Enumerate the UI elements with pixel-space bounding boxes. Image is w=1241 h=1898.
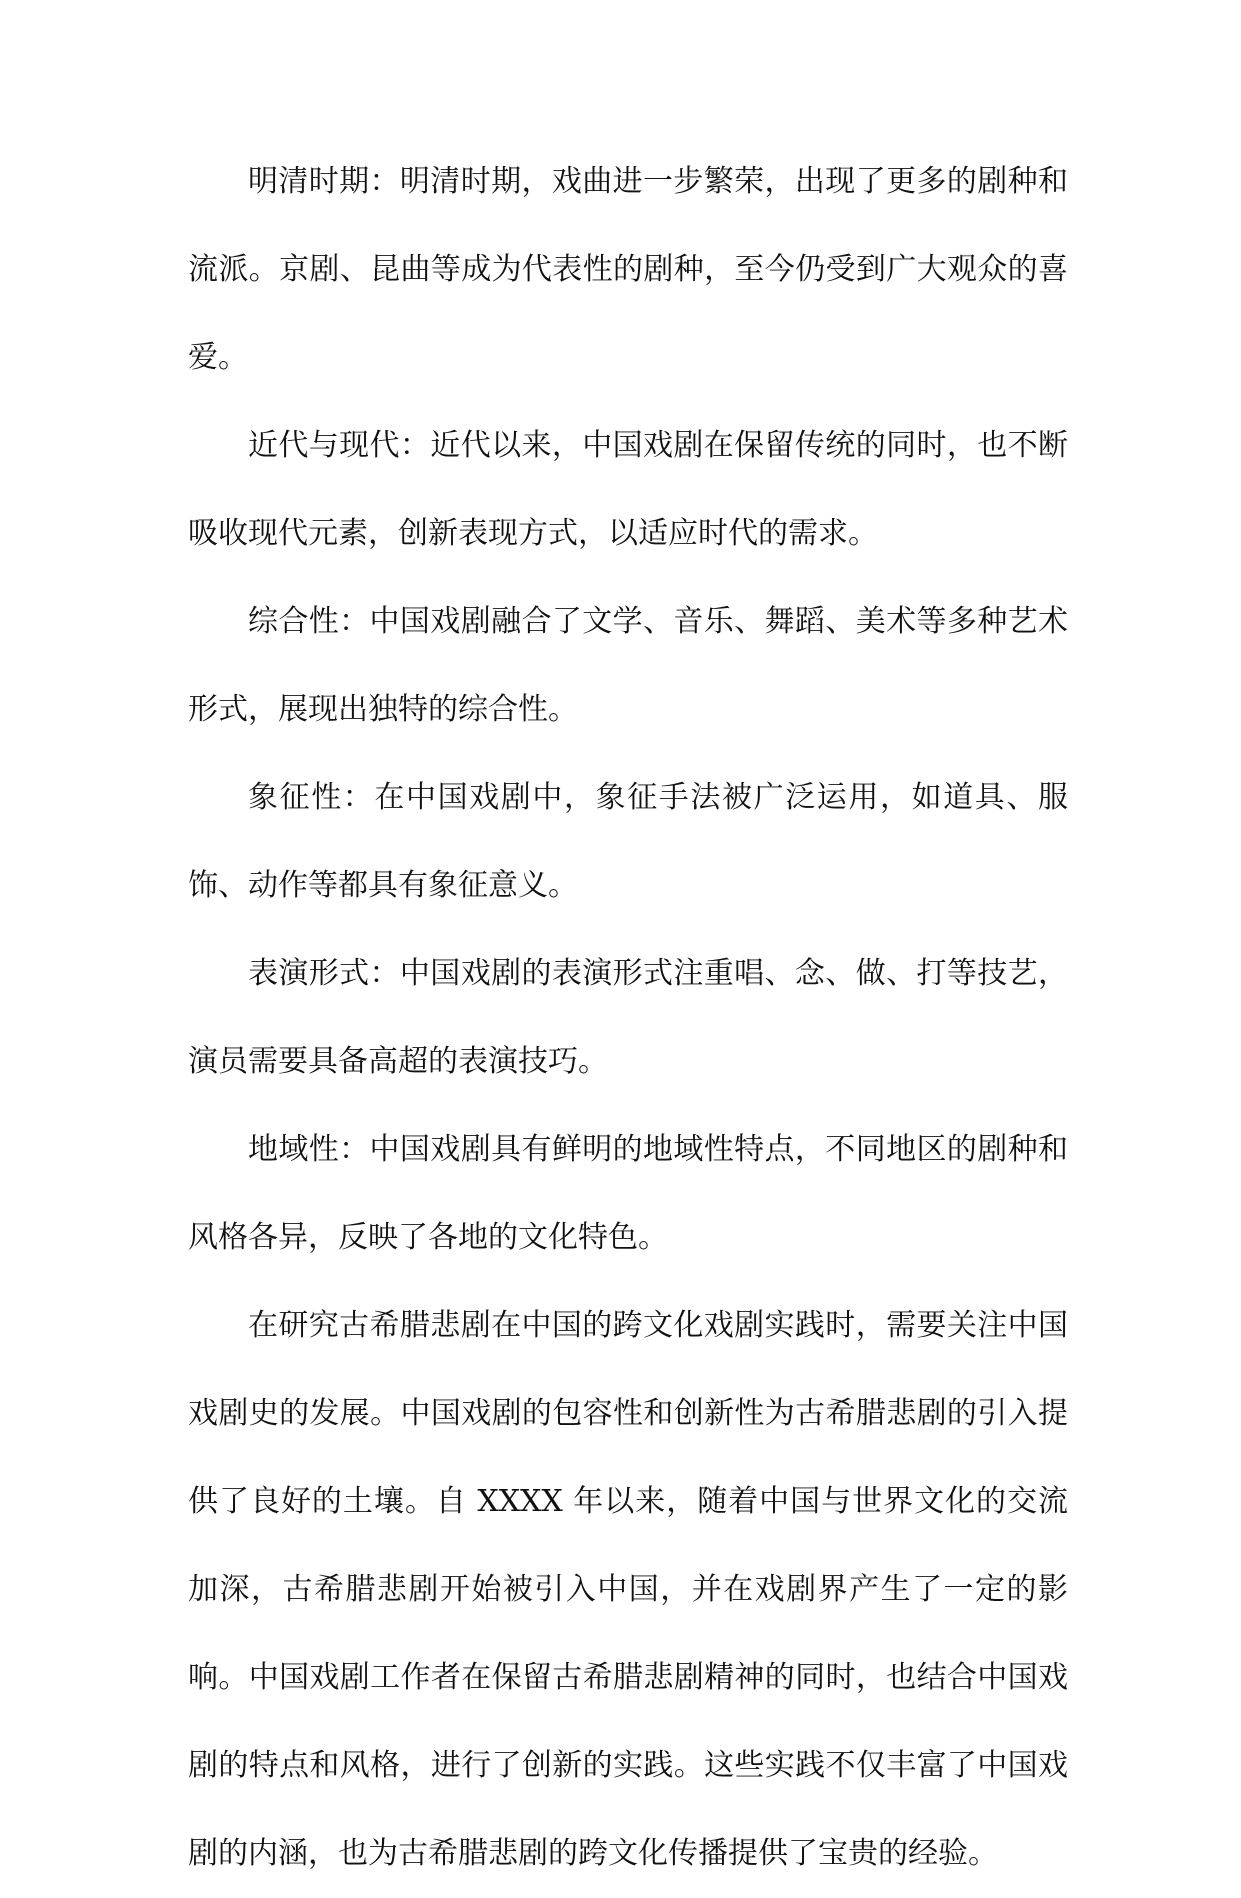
paragraph-regionality: 地域性：中国戏剧具有鲜明的地域性特点，不同地区的剧种和风格各异，反映了各地的文化特色。 — [188, 1132, 1068, 1255]
paragraph-comprehensiveness: 综合性：中国戏剧融合了文学、音乐、舞蹈、美术等多种艺术形式，展现出独特的综合性。 — [188, 604, 1068, 727]
paragraph-symbolism: 象征性：在中国戏剧中，象征手法被广泛运用，如道具、服饰、动作等都具有象征意义。 — [188, 780, 1068, 903]
document-body — [188, 138, 1068, 1898]
paragraph-ming-qing: 明清时期：明清时期，戏曲进一步繁荣，出现了更多的剧种和流派。京剧、昆曲等成为代表性的剧种，至今仍受到广大观众的喜爱。 — [188, 164, 1068, 375]
paragraph-performance-form: 表演形式：中国戏剧的表演形式注重唱、念、做、打等技艺，演员需要具备高超的表演技巧。 — [188, 956, 1068, 1079]
paragraph-modern-era: 近代与现代：近代以来，中国戏剧在保留传统的同时，也不断吸收现代元素，创新表现方式，以适应时代的需求。 — [188, 428, 1068, 551]
paragraph-greek-tragedy-research: 在研究古希腊悲剧在中国的跨文化戏剧实践时，需要关注中国戏剧史的发展。中国戏剧的包容性和创新性为古希腊悲剧的引入提供了良好的土壤。自 XXXX 年以来，随着中国与世界文化的交流加深，古希腊悲剧开始被引入中国，并在戏剧界产生了一定的影响。中国戏剧工作者在保留古希腊悲剧精神的同时，也结合中国戏剧的特点和风格，进行了创新的实践。这些实践不仅丰富了中国戏剧的内涵，也为古希腊悲剧的跨文化传播提供了宝贵的经验。 — [188, 1308, 1068, 1871]
